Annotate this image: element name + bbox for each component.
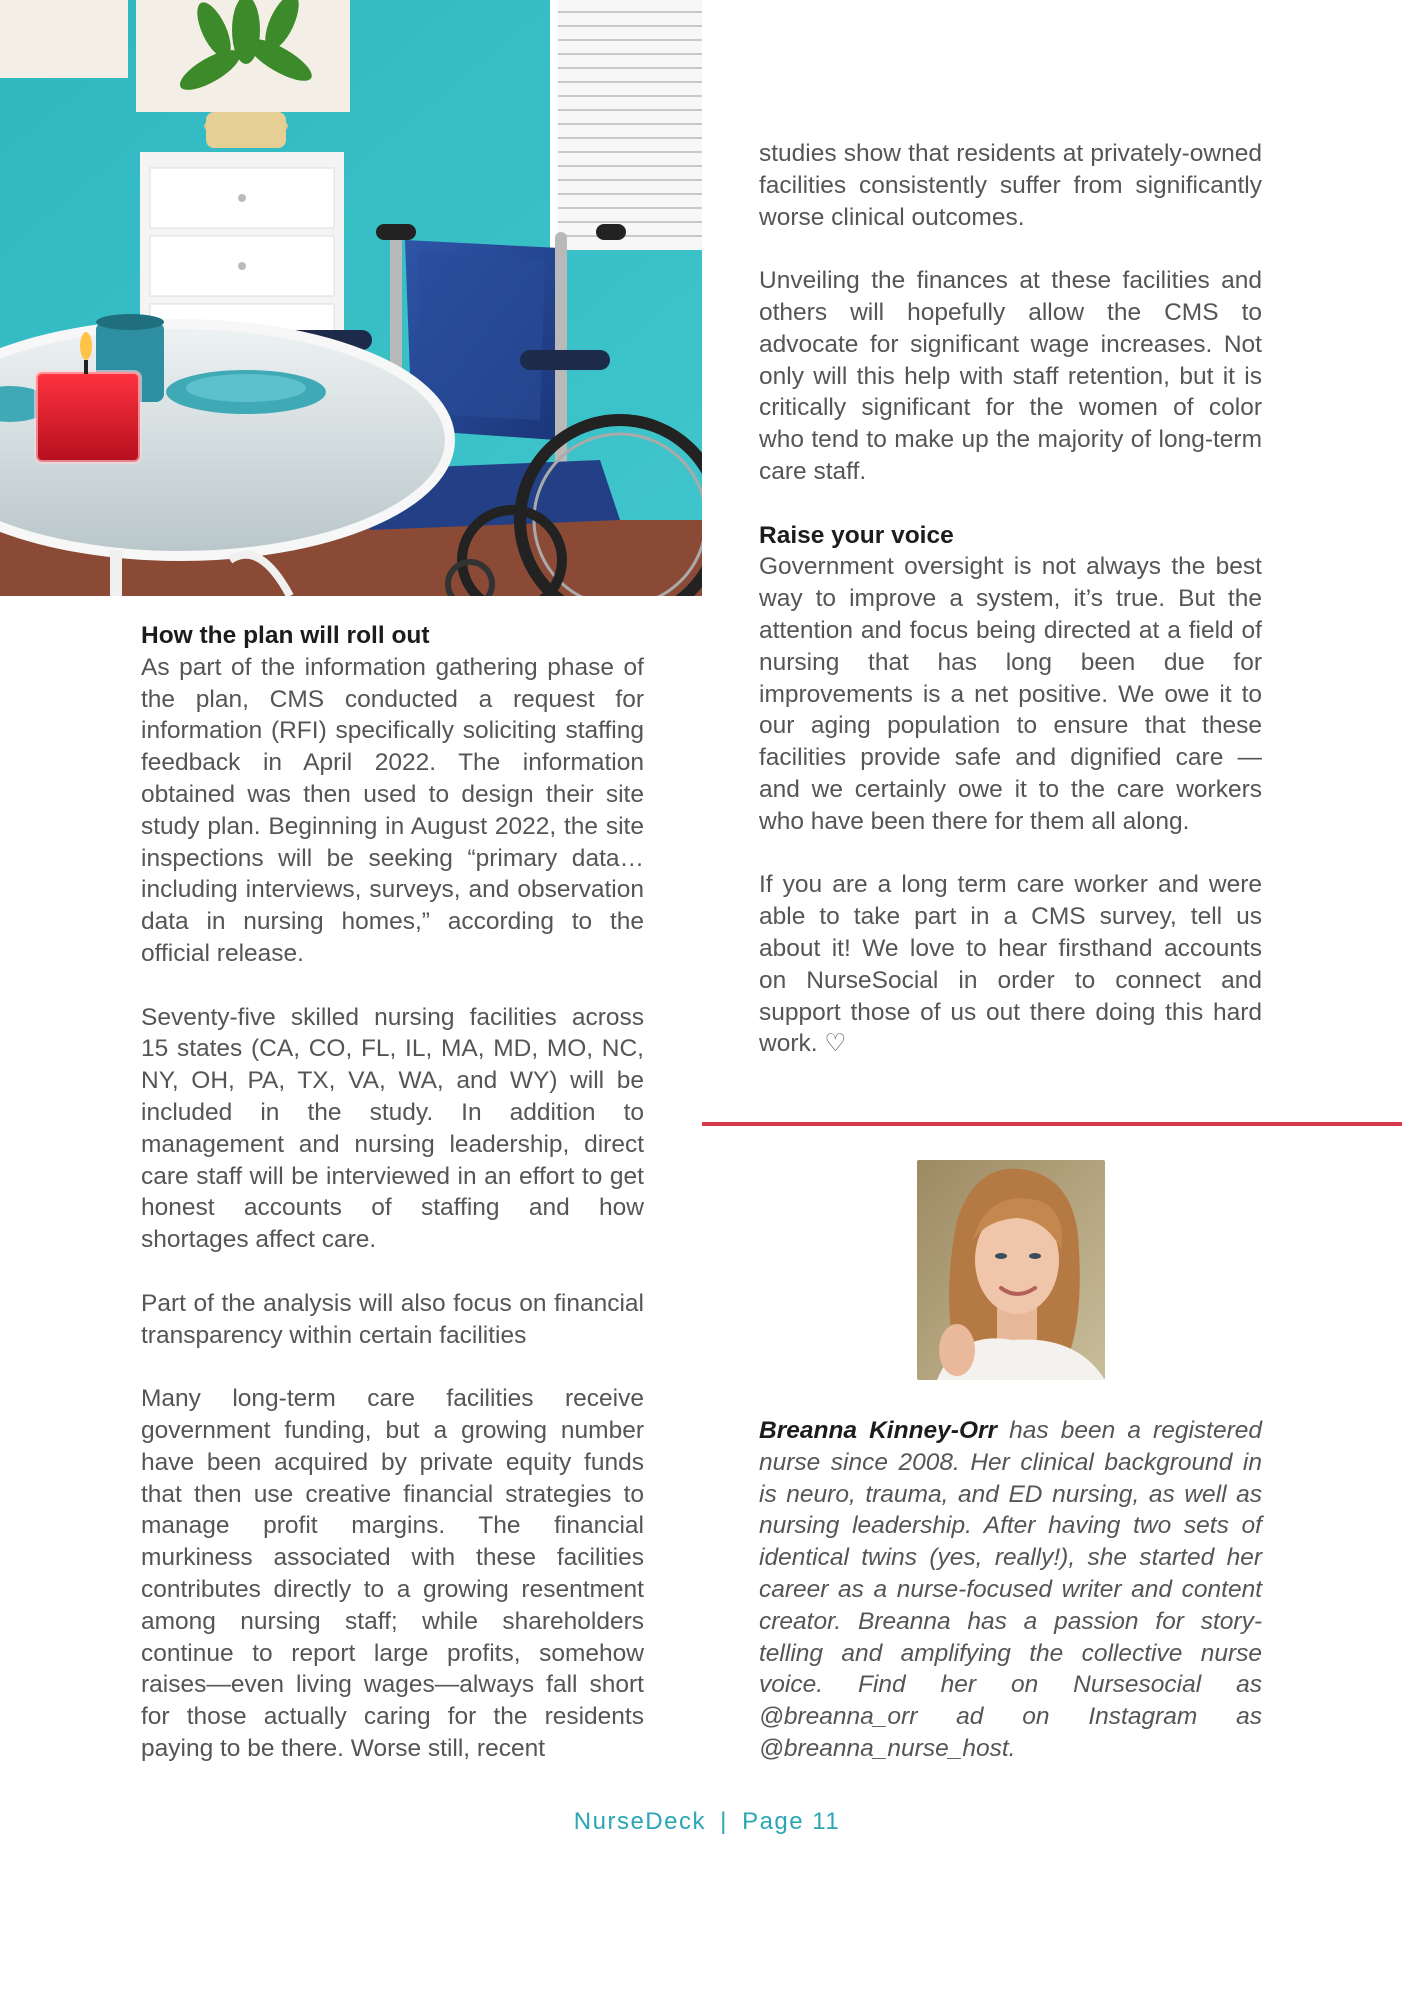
footer-separator: | [720,1808,728,1835]
left-column [141,620,644,1796]
author-bio-text: has been a registered nurse since 2008. Her clinical background in is neuro, trauma, and ED nursing, as well as nursing leadership. After having two sets of identical twins (yes, really!), she started her career as a nurse-focused writer and content creator. Breanna has a passion for story-telling and amplifying the collective nurse voice. Find her on Nursesocial as @breanna_orr ad on Instagram as @breanna_nurse_host. [759,1417,1262,1762]
right-column [759,138,1262,1092]
paragraph: Government oversight is not always the best way to improve a system, it’s true. But the attention and focus being directed at a field of nursing that has long been due for improvements is a net positive. We owe it to our aging population to ensure that these facilities provide safe and dignified care — and we certainly owe it to the care workers who have been there for them all along. [759,553,1262,835]
paragraph: As part of the information gathering phase of the plan, CMS conducted a request for information (RFI) specifically soliciting staffing feedback in April 2022. The information obtained was then used to design their site study plan. Beginning in August 2022, the site inspections will be seeking “primary data…including interviews, surveys, and observation data in nursing homes,” according to the official release. [141,653,644,967]
hero-photo-wheelchair [0,0,702,596]
paragraph: Unveiling the finances at these facilities and others will hopefully allow the CMS to advocate for significant wage increases. Not only will this help with staff retention, but it is critically significant for the women of color who tend to make up the majority of long-term care staff. [759,267,1262,485]
author-bio [759,1415,1262,1765]
paragraph: studies show that residents at privately-owned facilities consistently suffer from significantly worse clinical outcomes. [759,140,1262,231]
publication-name: NurseDeck [573,1808,706,1835]
section-divider [702,1122,1402,1126]
author-name: Breanna Kinney-Orr [759,1417,998,1444]
section-heading-raise-voice: Raise your voice [759,521,954,549]
page-footer [0,1808,1414,1836]
page-number: Page 11 [742,1808,841,1835]
paragraph: If you are a long term care worker and were able to take part in a CMS survey, tell us about it! We love to hear firsthand accounts on NurseSocial in order to connect and support those of us out there doing this hard work. ♡ [759,871,1262,1058]
paragraph: Part of the analysis will also focus on financial transparency within certain facilities [141,1289,644,1349]
paragraph: Many long-term care facilities receive government funding, but a growing number have been acquired by private equity funds that then use creative financial strategies to manage profit margins. The financial murkiness associated with these facilities contributes directly to a growing resentment among nursing staff; while shareholders continue to report large profits, somehow raises—even living wages—always fall short for those actually caring for the residents paying to be there. Worse still, recent [141,1385,644,1762]
paragraph: Seventy-five skilled nursing facilities across 15 states (CA, CO, FL, IL, MA, MD, MO, NC, NY, OH, PA, TX, VA, WA, and WY) will be included in the study. In addition to management and nursing leadership, direct care staff will be interviewed in an effort to get honest accounts of staffing and how shortages affect care. [141,1003,644,1254]
author-photo [917,1160,1105,1380]
section-heading-rollout: How the plan will roll out [141,622,430,649]
